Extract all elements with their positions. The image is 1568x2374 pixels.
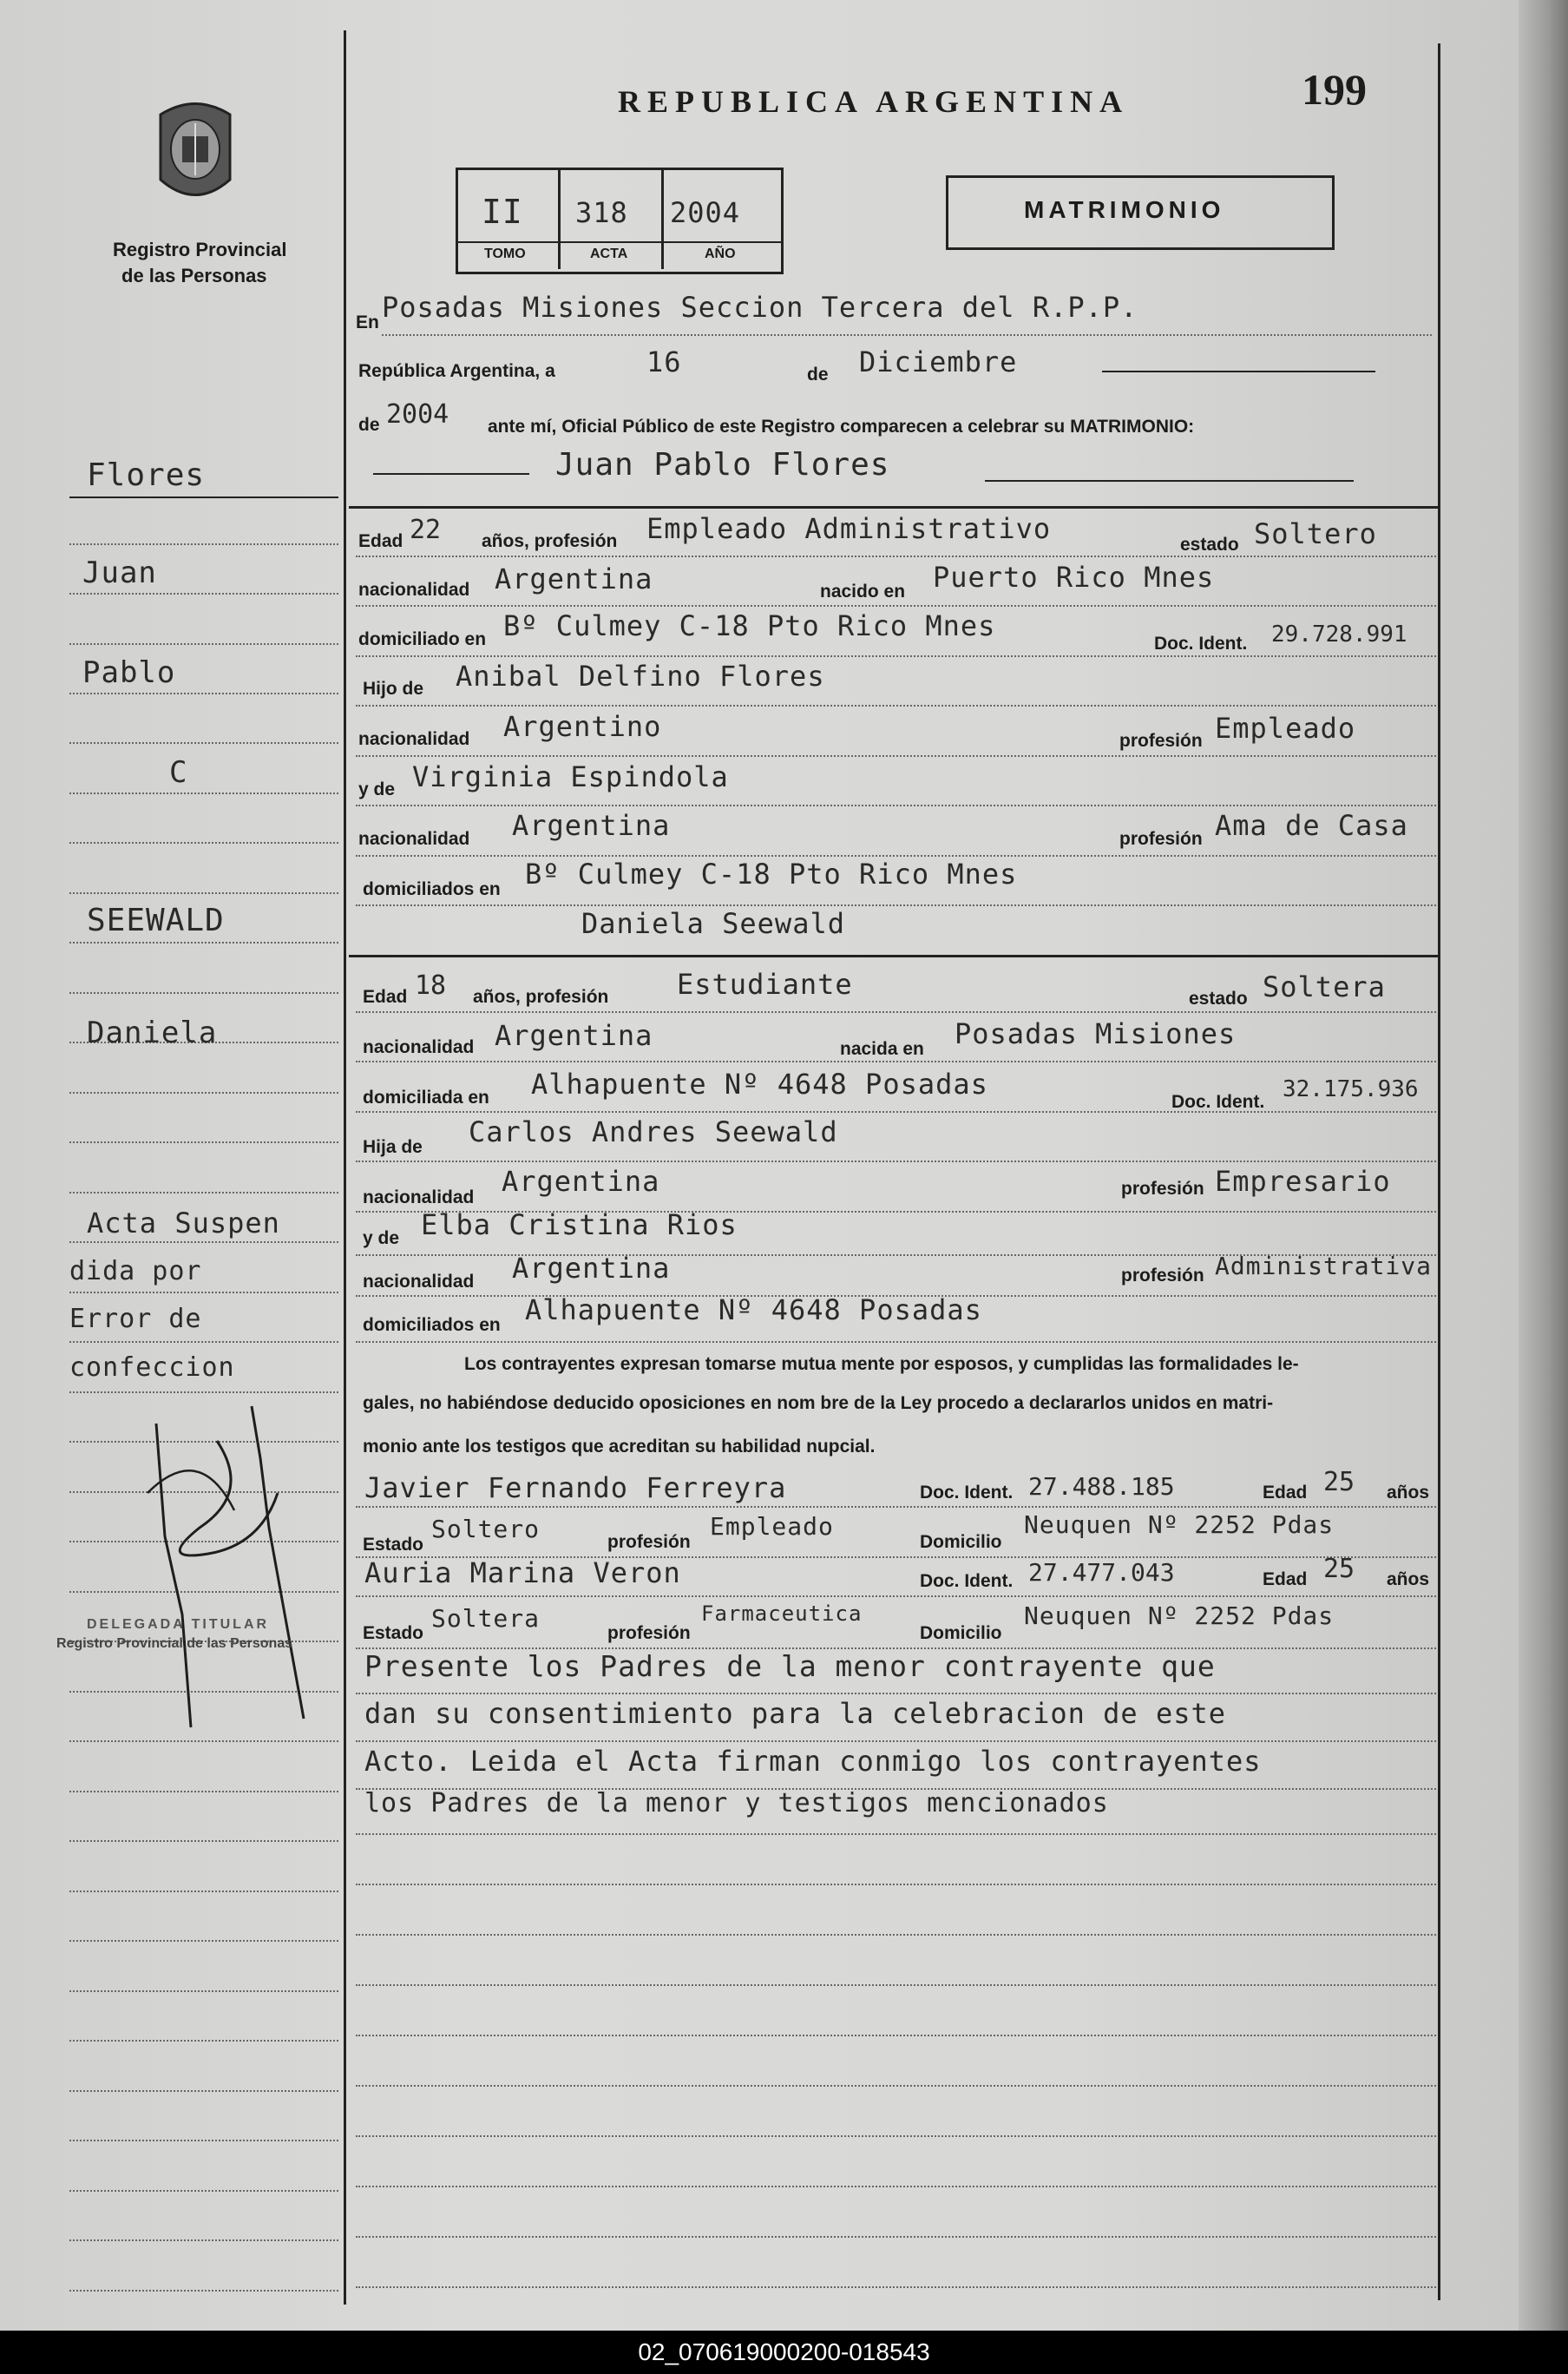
bride-madre-nac-label: nacionalidad — [363, 1272, 475, 1292]
ano-label: AÑO — [705, 247, 736, 261]
record-box-divider-1 — [558, 168, 561, 269]
empty-line-3 — [356, 1984, 1436, 1986]
bride-section-rule — [349, 955, 1438, 957]
groom-dom-label: domiciliado en — [358, 629, 487, 649]
margin-line-36 — [69, 2239, 338, 2241]
bride-nacionalidad: Argentina — [495, 1019, 653, 1052]
witness2-anos-label: años — [1387, 1569, 1430, 1589]
groom-padre-prof-label: profesión — [1119, 731, 1203, 751]
margin-line-10 — [69, 942, 338, 944]
doc-type-label: MATRIMONIO — [1024, 196, 1225, 223]
bride-doms-label: domiciliados en — [363, 1315, 501, 1335]
groom-padre-nac: Argentino — [503, 710, 662, 743]
intro-de-label: de — [807, 365, 829, 385]
acta-value: 318 — [575, 196, 628, 229]
intro-place-line — [382, 334, 1432, 336]
groom-estado-label: estado — [1180, 535, 1239, 555]
margin-line-2 — [69, 543, 338, 545]
margin-line-29 — [69, 1891, 338, 1892]
witness1-dom-label: Domicilio — [920, 1532, 1002, 1552]
bride-estado: Soltera — [1263, 970, 1386, 1003]
bride-row2-line — [356, 1061, 1436, 1062]
bride-nacida-label: nacida en — [840, 1039, 924, 1059]
groom-domicilio: Bº Culmey C-18 Pto Rico Mnes — [503, 609, 996, 642]
witness2-row1-line — [356, 1595, 1436, 1597]
groom-row4-line — [356, 705, 1436, 707]
witness2-doc-label: Doc. Ident. — [920, 1571, 1014, 1591]
margin-surname-1: Flores — [87, 457, 206, 493]
witness1-edad: 25 — [1323, 1467, 1355, 1497]
margin-line-17 — [69, 1292, 338, 1293]
statement-line-3: monio ante los testigos que acreditan su habilidad nupcial. — [363, 1437, 876, 1457]
groom-madre-nac: Argentina — [512, 809, 671, 842]
bride-row3-line — [356, 1111, 1436, 1113]
bride-row4-line — [356, 1161, 1436, 1162]
delegate-signature — [130, 1389, 330, 1736]
acta-label: ACTA — [590, 247, 628, 261]
margin-line-28 — [69, 1840, 338, 1842]
bride-madre: Elba Cristina Rios — [421, 1208, 738, 1241]
record-box-divider-2 — [661, 168, 664, 269]
left-border-line — [344, 30, 346, 2305]
witness1-anos-label: años — [1387, 1483, 1430, 1503]
witness2-name: Auria Marina Veron — [364, 1556, 681, 1589]
bride-madre-prof-label: profesión — [1121, 1266, 1204, 1286]
intro-year: 2004 — [386, 399, 449, 430]
bride-hija-label: Hija de — [363, 1137, 423, 1157]
registry-seal-logo — [148, 97, 243, 214]
groom-nacionalidad: Argentina — [495, 562, 653, 595]
witness1-doc: 27.488.185 — [1028, 1472, 1175, 1501]
margin-line-5 — [69, 693, 338, 694]
margin-line-8 — [69, 842, 338, 844]
groom-nacido-label: nacido en — [820, 582, 906, 602]
margin-name-3: Daniela — [87, 1016, 218, 1050]
witness1-name: Javier Fernando Ferreyra — [364, 1471, 787, 1504]
margin-line-33 — [69, 2090, 338, 2092]
groom-profesion: Empleado Administrativo — [646, 512, 1052, 545]
intro-text: ante mí, Oficial Público de este Registro comparecen a celebrar su MATRIMONIO: — [488, 417, 1195, 437]
groom-nacido: Puerto Rico Mnes — [933, 561, 1215, 594]
intro-month: Diciembre — [859, 345, 1018, 378]
bride-full-name: Daniela Seewald — [581, 907, 845, 940]
statement-line-2: gales, no habiéndose deducido oposiciones en nom bre de la Ley procedo a declararlos unidos en matri- — [363, 1393, 1274, 1413]
bride-madre-prof: Administrativa — [1215, 1252, 1433, 1280]
groom-madre-prof: Ama de Casa — [1215, 809, 1408, 842]
closing-line-1: Presente los Padres de la menor contrayente que — [364, 1649, 1216, 1683]
bride-domicilio: Alhapuente Nº 4648 Posadas — [531, 1068, 988, 1101]
bride-padre-prof: Empresario — [1215, 1165, 1391, 1198]
closing-row1-line — [356, 1693, 1436, 1694]
empty-line-2 — [356, 1934, 1436, 1936]
witness2-profesion: Farmaceutica — [701, 1601, 863, 1626]
bride-anos-prof-label: años, profesión — [473, 987, 609, 1007]
bride-edad: 18 — [415, 970, 447, 1001]
bride-padre-nac: Argentina — [502, 1165, 660, 1198]
empty-line-1 — [356, 1884, 1436, 1885]
groom-row2-line — [356, 605, 1436, 607]
witness1-edad-label: Edad — [1263, 1483, 1308, 1503]
groom-doc-label: Doc. Ident. — [1154, 634, 1248, 654]
margin-line-16 — [69, 1241, 338, 1243]
margin-name-1: Juan — [82, 556, 157, 590]
groom-estado: Soltero — [1254, 517, 1377, 550]
groom-nac-label: nacionalidad — [358, 580, 470, 600]
margin-line-26 — [69, 1740, 338, 1742]
groom-row6-line — [356, 805, 1436, 806]
margin-line-13 — [69, 1092, 338, 1094]
margin-line-37 — [69, 2290, 338, 2292]
bride-padre-prof-label: profesión — [1121, 1179, 1204, 1199]
groom-madre-nac-label: nacionalidad — [358, 829, 470, 849]
page-number: 199 — [1302, 65, 1367, 114]
margin-rule-1 — [69, 497, 338, 498]
bride-yde-label: y de — [363, 1228, 400, 1248]
groom-yde-label: y de — [358, 779, 396, 799]
closing-row2-line — [356, 1740, 1436, 1742]
closing-line-4: los Padres de la menor y testigos mencionados — [364, 1788, 1109, 1818]
witness2-prof-label: profesión — [607, 1623, 691, 1643]
margin-line-3 — [69, 593, 338, 595]
groom-row8-line — [356, 904, 1436, 906]
closing-line-2: dan su consentimiento para la celebracion de este — [364, 1697, 1227, 1730]
groom-madre: Virginia Espindola — [412, 760, 729, 793]
groom-doms-label: domiciliados en — [363, 879, 501, 899]
margin-surname-2: SEEWALD — [87, 903, 225, 938]
intro-day: 16 — [646, 345, 682, 378]
margin-line-6 — [69, 742, 338, 744]
margin-name-2: Pablo — [82, 655, 176, 690]
groom-edad-label: Edad — [358, 531, 403, 551]
margin-line-18 — [69, 1341, 338, 1343]
bride-madre-nac: Argentina — [512, 1252, 671, 1285]
margin-line-30 — [69, 1940, 338, 1942]
groom-name-line-left — [373, 473, 529, 475]
bride-nac-label: nacionalidad — [363, 1037, 475, 1057]
bride-nacida: Posadas Misiones — [955, 1017, 1237, 1050]
witness1-doc-label: Doc. Ident. — [920, 1483, 1014, 1503]
margin-line-34 — [69, 2140, 338, 2141]
witness2-edad: 25 — [1323, 1554, 1355, 1584]
witness1-row1-line — [356, 1506, 1436, 1508]
bride-padre-nac-label: nacionalidad — [363, 1187, 475, 1207]
groom-padre-nac-label: nacionalidad — [358, 729, 470, 749]
country-title: REPUBLICA ARGENTINA — [618, 84, 1130, 119]
groom-madre-prof-label: profesión — [1119, 829, 1203, 849]
bride-domicilio-padres: Alhapuente Nº 4648 Posadas — [525, 1293, 982, 1326]
margin-line-9 — [69, 892, 338, 894]
ano-value: 2004 — [670, 196, 741, 229]
en-label: En — [356, 312, 379, 332]
empty-line-8 — [356, 2236, 1436, 2238]
intro-place: Posadas Misiones Seccion Tercera del R.P.P. — [382, 291, 1138, 324]
margin-line-7 — [69, 792, 338, 794]
groom-name-line-right — [985, 480, 1354, 482]
groom-doc: 29.728.991 — [1271, 621, 1407, 648]
bride-doc-label: Doc. Ident. — [1171, 1092, 1265, 1112]
witness1-prof-label: profesión — [607, 1532, 691, 1552]
groom-row5-line — [356, 755, 1436, 757]
groom-padre: Anibal Delfino Flores — [456, 660, 825, 693]
bride-row1-line — [356, 1011, 1436, 1013]
closing-row4-line — [356, 1833, 1436, 1835]
closing-line-3: Acto. Leida el Acta firman conmigo los contrayentes — [364, 1745, 1262, 1778]
witness1-estado: Soltero — [431, 1515, 541, 1543]
margin-line-27 — [69, 1791, 338, 1792]
groom-padre-prof: Empleado — [1215, 712, 1356, 745]
record-box-label-rule — [456, 241, 781, 243]
groom-section-rule — [349, 506, 1438, 509]
tomo-label: TOMO — [484, 247, 526, 261]
margin-connector: C — [169, 755, 188, 790]
page-edge-shadow — [1519, 0, 1568, 2331]
margin-line-14 — [69, 1141, 338, 1143]
scan-id-footer: 02_070619000200-018543 — [0, 2331, 1568, 2374]
bride-row8-line — [356, 1341, 1436, 1343]
intro-date-line — [1102, 371, 1375, 372]
margin-note-line2: dida por — [69, 1256, 202, 1286]
groom-anos-prof-label: años, profesión — [482, 531, 618, 551]
registry-name-line2: de las Personas — [121, 265, 267, 286]
bride-estado-label: estado — [1189, 989, 1248, 1009]
margin-note-line3: Error de — [69, 1304, 202, 1334]
witness2-doc: 27.477.043 — [1028, 1558, 1175, 1587]
margin-line-31 — [69, 1990, 338, 1992]
groom-row1-line — [356, 556, 1436, 557]
margin-line-35 — [69, 2190, 338, 2192]
margin-line-32 — [69, 2040, 338, 2042]
empty-line-5 — [356, 2085, 1436, 2087]
stamp-line-1: DELEGADA TITULAR — [87, 1617, 270, 1632]
margin-line-11 — [69, 992, 338, 994]
empty-line-6 — [356, 2135, 1436, 2137]
bride-padre: Carlos Andres Seewald — [469, 1115, 838, 1148]
bride-profesion: Estudiante — [677, 968, 853, 1001]
witness2-dom-label: Domicilio — [920, 1623, 1002, 1643]
tomo-value: II — [482, 193, 523, 231]
empty-line-7 — [356, 2186, 1436, 2187]
intro-de2-label: de — [358, 415, 380, 435]
groom-full-name: Juan Pablo Flores — [555, 447, 890, 483]
statement-line-1: Los contrayentes expresan tomarse mutua mente por esposos, y cumplidas las formalidades le- — [464, 1354, 1299, 1374]
margin-note-line4: confeccion — [69, 1352, 235, 1383]
witness2-estado-label: Estado — [363, 1623, 424, 1643]
witness1-domicilio: Neuquen Nº 2252 Pdas — [1024, 1510, 1335, 1539]
witness1-estado-label: Estado — [363, 1535, 424, 1555]
margin-line-15 — [69, 1192, 338, 1194]
witness2-estado: Soltera — [431, 1604, 541, 1633]
witness2-domicilio: Neuquen Nº 2252 Pdas — [1024, 1601, 1335, 1630]
bride-edad-label: Edad — [363, 987, 408, 1007]
margin-line-4 — [69, 643, 338, 645]
margin-note-line1: Acta Suspen — [87, 1207, 280, 1240]
groom-row7-line — [356, 855, 1436, 857]
groom-edad: 22 — [410, 515, 442, 545]
empty-line-9 — [356, 2286, 1436, 2288]
groom-row3-line — [356, 655, 1436, 657]
bride-dom-label: domiciliada en — [363, 1088, 489, 1108]
groom-hijo-label: Hijo de — [363, 679, 424, 699]
registry-name-line1: Registro Provincial — [113, 239, 287, 260]
groom-domicilio-padres: Bº Culmey C-18 Pto Rico Mnes — [525, 858, 1018, 891]
empty-line-4 — [356, 2035, 1436, 2036]
witness2-edad-label: Edad — [1263, 1569, 1308, 1589]
witness1-profesion: Empleado — [710, 1512, 834, 1541]
republica-label: República Argentina, a — [358, 361, 555, 381]
stamp-line-2: Registro Provincial de las Personas — [56, 1636, 293, 1651]
bride-doc: 32.175.936 — [1283, 1076, 1419, 1102]
right-border-line — [1438, 43, 1440, 2300]
